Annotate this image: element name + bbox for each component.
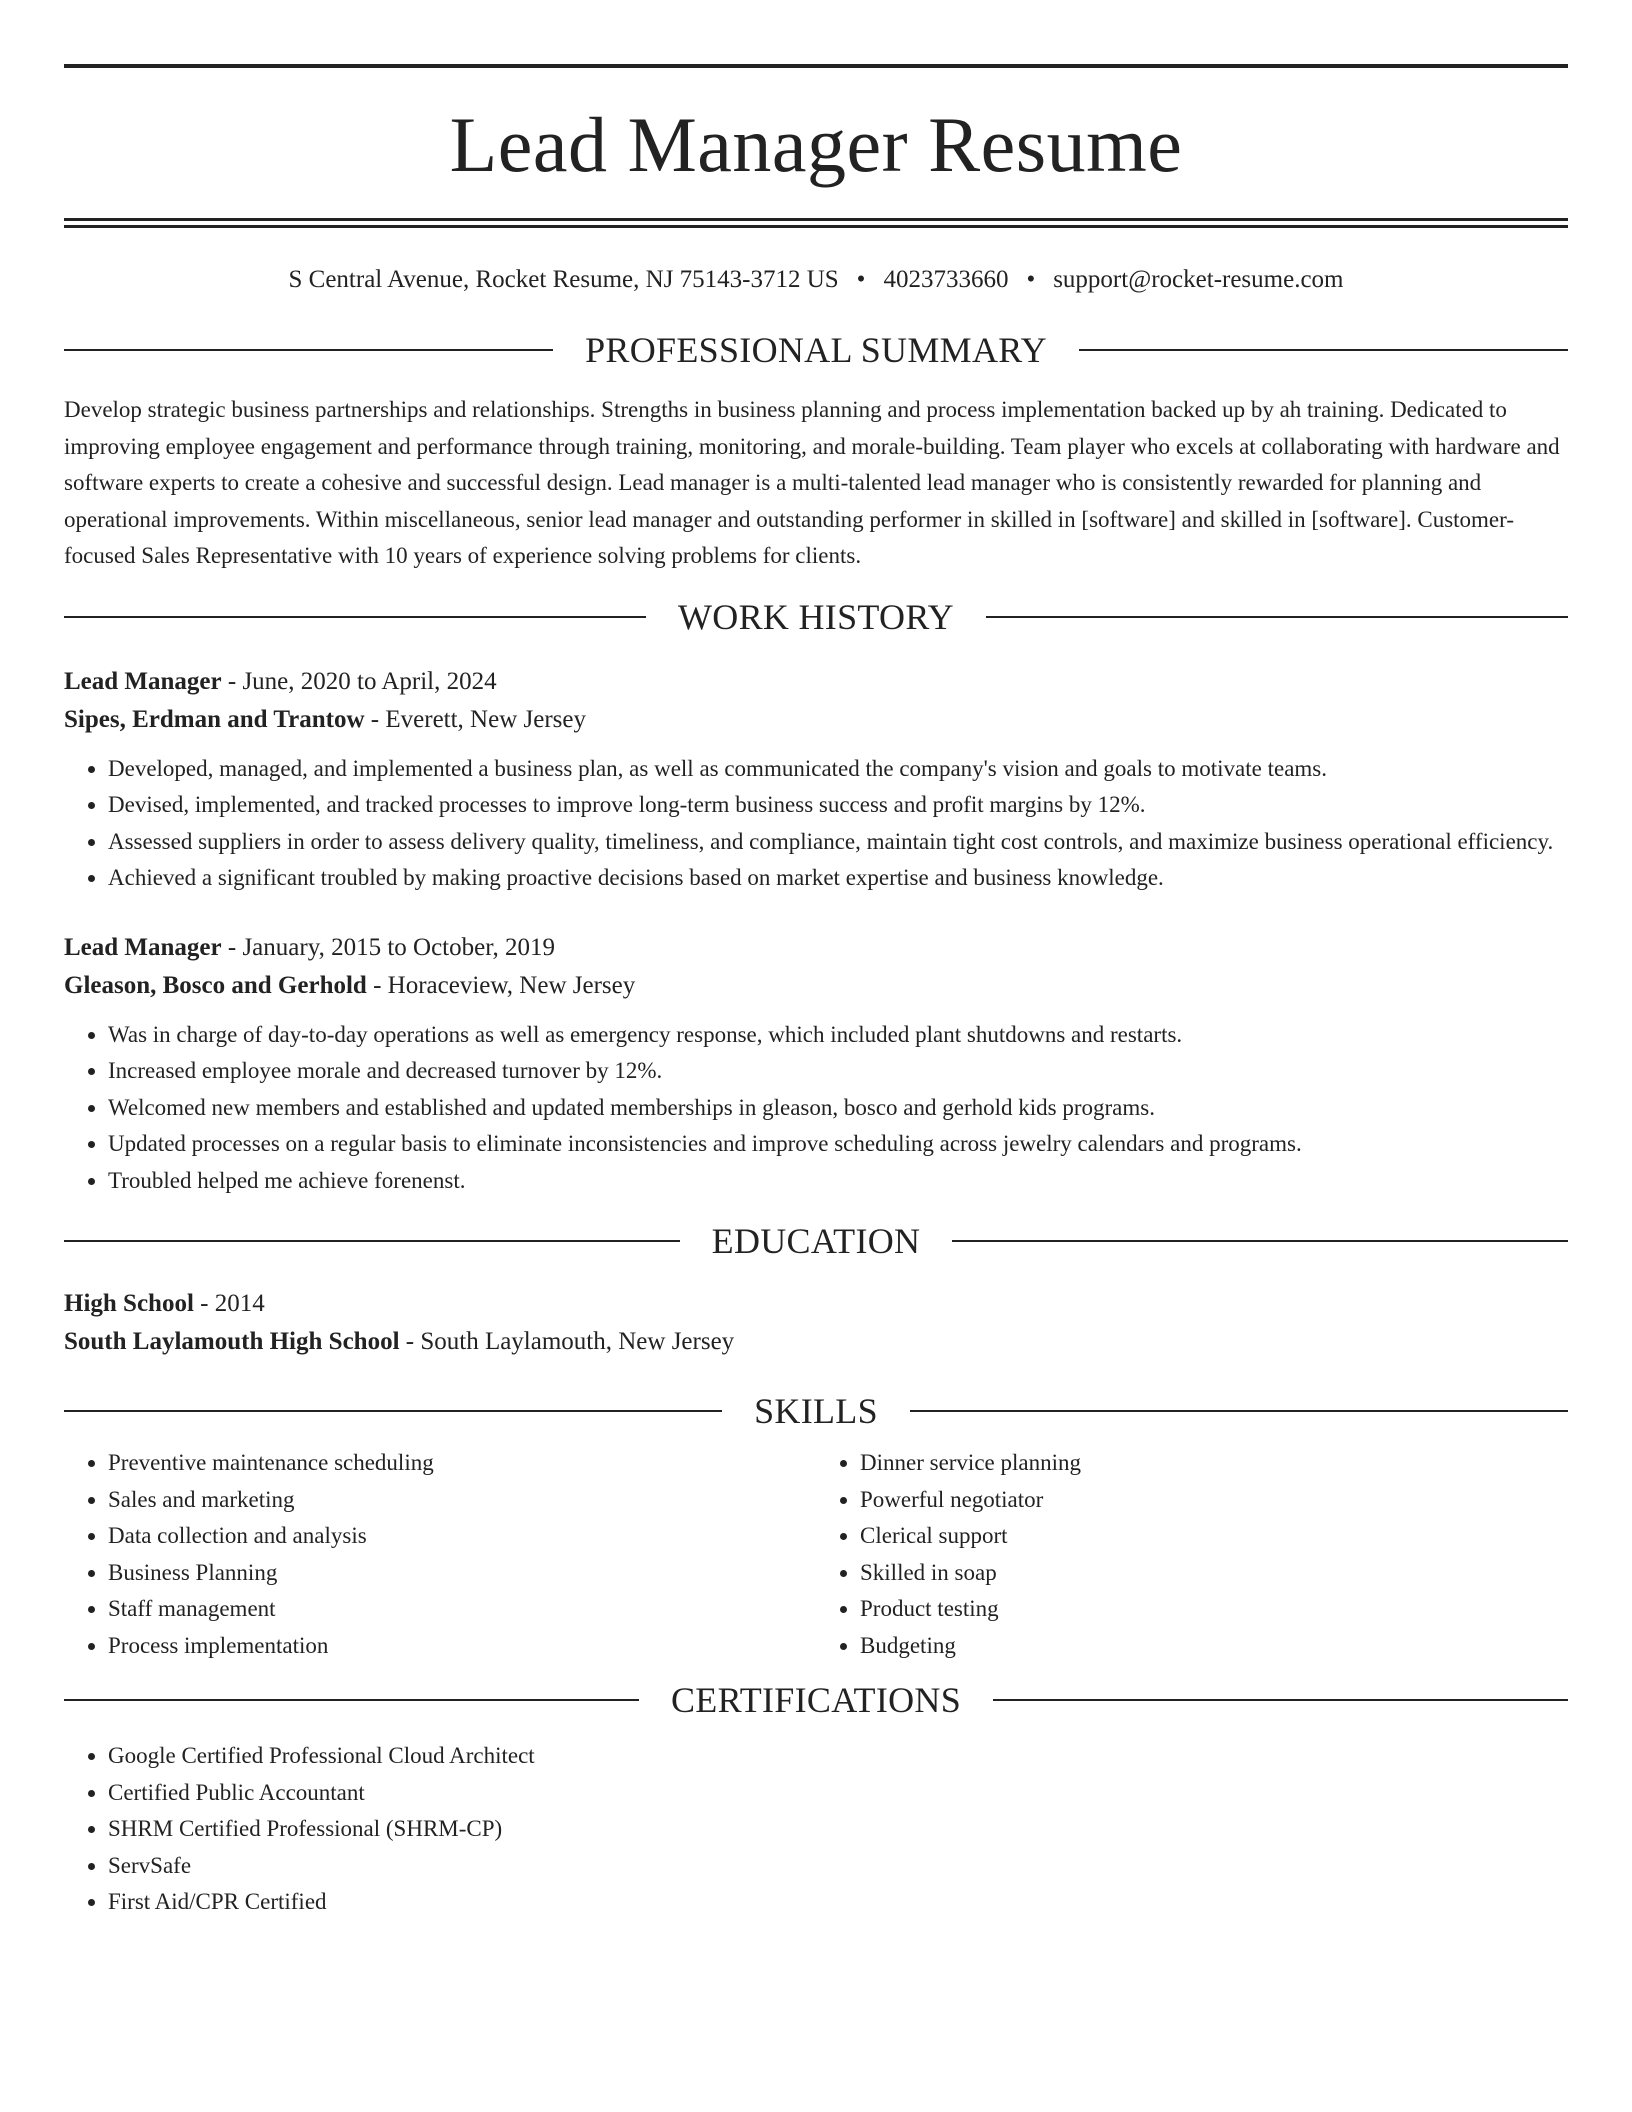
bullet-item: • Welcomed new members and established and updated memberships in gleason, bosco and gerhold kids programs. (108, 1090, 1568, 1127)
skills-list-right (816, 1445, 1568, 1664)
job-title: Lead Manager (64, 933, 222, 961)
skill-item: • Preventive maintenance scheduling (108, 1445, 816, 1482)
skills-list-left (64, 1445, 816, 1664)
certification-item: • First Aid/CPR Certified (108, 1884, 1568, 1921)
job-title-line (64, 929, 1568, 967)
skill-item: • Data collection and analysis (108, 1518, 816, 1555)
bullet-item: • Achieved a significant troubled by making proactive decisions based on market expertise and business knowledge. (108, 860, 1568, 897)
summary-text: Develop strategic business partnerships and relationships. Strengths in business planning and process implementation backed up by ah training. Dedicated to improving employee engagement and performance through training, monitoring, and morale-building. Team player who excels at collaborating with hardware and software experts to create a cohesive and successful design. Lead manager is a multi-talented lead manager who is consistently rewarded for planning and operational improvements. Within miscellaneous, senior lead manager and outstanding performer in skilled in [software] and skilled in [software]. Customer-focused Sales Representative with 10 years of experience solving problems for clients. (64, 397, 1560, 568)
certifications-list (64, 1738, 1568, 1921)
divider-line (986, 616, 1568, 618)
skill-item: • Product testing (860, 1591, 1568, 1628)
section-title: SKILLS (754, 1391, 878, 1431)
section-header-work (64, 595, 1568, 639)
bullet-item: • Devised, implemented, and tracked processes to improve long-term business success and profit margins by 12%. (108, 787, 1568, 824)
education-location: - South Laylamouth, New Jersey (399, 1328, 735, 1355)
email: support@rocket-resume.com (1053, 266, 1344, 293)
job-company-line (64, 967, 1568, 1005)
section-header-summary (64, 328, 1568, 372)
certification-item: • SHRM Certified Professional (SHRM-CP) (108, 1811, 1568, 1848)
bullet-item: • Increased employee morale and decreased turnover by 12%. (108, 1053, 1568, 1090)
section-header-education (64, 1219, 1568, 1263)
phone: 4023733660 (883, 266, 1009, 293)
job-title: Lead Manager (64, 667, 222, 695)
divider-line (64, 1699, 639, 1701)
skill-item: • Process implementation (108, 1628, 816, 1665)
divider-line (1079, 349, 1568, 351)
bullet-item: • Developed, managed, and implemented a business plan, as well as communicated the company's vision and goals to motivate teams. (108, 751, 1568, 788)
divider-line (952, 1240, 1568, 1242)
skill-item: • Skilled in soap (860, 1555, 1568, 1592)
education-degree-line (64, 1285, 1568, 1323)
bullet-item: • Updated processes on a regular basis to eliminate inconsistencies and improve scheduling across jewelry calendars and programs. (108, 1126, 1568, 1163)
education-entry (64, 1285, 1568, 1361)
job-dates: - June, 2020 to April, 2024 (221, 667, 497, 695)
divider-line (64, 349, 553, 351)
address: S Central Avenue, Rocket Resume, NJ 75143-3712 US (288, 266, 839, 293)
job-title-line (64, 663, 1568, 701)
skill-item: • Budgeting (860, 1628, 1568, 1665)
skill-item: • Sales and marketing (108, 1482, 816, 1519)
divider-line (64, 1240, 680, 1242)
section-header-skills (64, 1389, 1568, 1433)
job-entry (64, 929, 1568, 1200)
certification-item: • ServSafe (108, 1848, 1568, 1885)
bullet-item: • Troubled helped me achieve forenenst. (108, 1163, 1568, 1200)
double-rule (64, 218, 1568, 228)
section-title: EDUCATION (711, 1221, 921, 1261)
education-school-line (64, 1323, 1568, 1361)
skill-item: • Business Planning (108, 1555, 816, 1592)
contact-line (64, 262, 1568, 298)
divider-line (910, 1410, 1568, 1412)
divider-line (993, 1699, 1568, 1701)
job-bullets (64, 1017, 1568, 1200)
skills-columns (64, 1433, 1568, 1664)
resume-page (64, 64, 1568, 1921)
education-year: - 2014 (193, 1290, 265, 1317)
job-company: Gleason, Bosco and Gerhold (64, 971, 367, 999)
divider-line (64, 616, 646, 618)
job-bullets (64, 751, 1568, 897)
education-school: South Laylamouth High School (64, 1328, 400, 1355)
certification-item: • Certified Public Accountant (108, 1775, 1568, 1812)
skill-item: • Dinner service planning (860, 1445, 1568, 1482)
job-dates: - January, 2015 to October, 2019 (221, 933, 556, 961)
job-company: Sipes, Erdman and Trantow (64, 705, 365, 733)
section-title: PROFESSIONAL SUMMARY (585, 330, 1047, 370)
skill-item: • Clerical support (860, 1518, 1568, 1555)
education-degree: High School (64, 1290, 194, 1317)
resume-title: Lead Manager Resume (449, 101, 1183, 188)
section-title: WORK HISTORY (678, 596, 954, 637)
certification-item: • Google Certified Professional Cloud Architect (108, 1738, 1568, 1775)
divider-line (64, 1410, 722, 1412)
job-company-line (64, 701, 1568, 739)
separator-dot: • (1026, 266, 1036, 293)
skill-item: • Staff management (108, 1591, 816, 1628)
job-entry (64, 663, 1568, 897)
skill-item: • Powerful negotiator (860, 1482, 1568, 1519)
section-title: CERTIFICATIONS (670, 1680, 962, 1720)
separator-dot: • (856, 266, 866, 293)
bullet-item: • Was in charge of day-to-day operations as well as emergency response, which included plant shutdowns and restarts. (108, 1017, 1568, 1054)
job-location: - Horaceview, New Jersey (366, 971, 636, 999)
bullet-item: • Assessed suppliers in order to assess delivery quality, timeliness, and compliance, maintain tight cost controls, and maximize business operational efficiency. (108, 824, 1568, 861)
job-location: - Everett, New Jersey (364, 705, 586, 733)
top-rule (64, 64, 1568, 68)
section-header-certifications (64, 1678, 1568, 1722)
